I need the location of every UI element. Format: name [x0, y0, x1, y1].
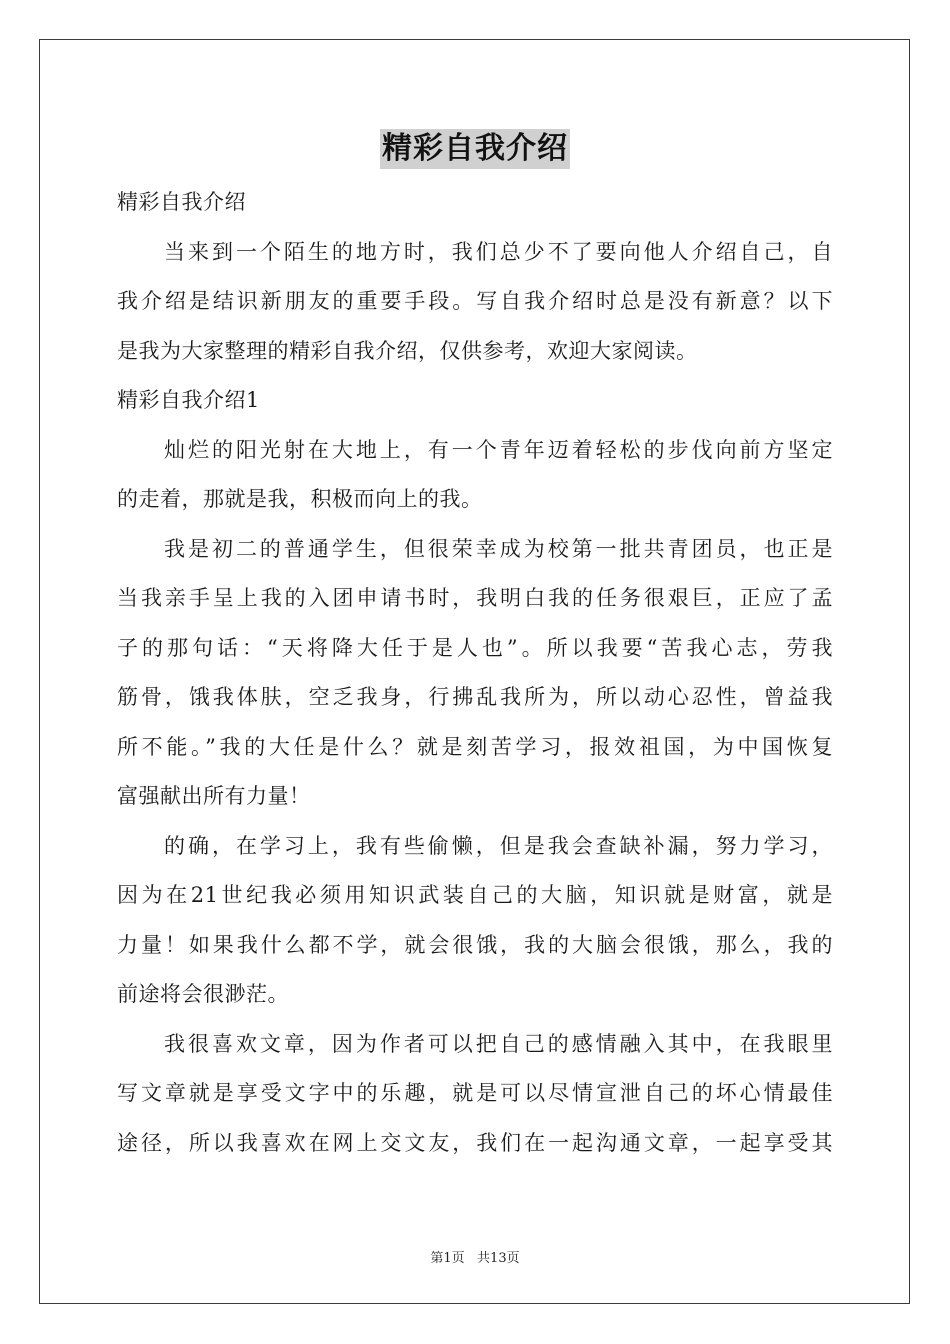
text-line: 所不能。”我的大任是什么？就是刻苦学习，报效祖国，为中国恢复 [117, 734, 833, 759]
text-line: 是我为大家整理的精彩自我介绍，仅供参考，欢迎大家阅读。 [117, 338, 698, 363]
text-line: 我是初二的普通学生，但很荣幸成为校第一批共青团员，也正是 [164, 536, 833, 561]
text-line: 写文章就是享受文字中的乐趣，就是可以尽情宣泄自己的坏心情最佳 [117, 1081, 833, 1105]
text-line: 因为在21世纪我必须用知识武装自己的大脑，知识就是财富，就是 [117, 883, 833, 907]
document-body [117, 178, 833, 1168]
text-line: 力量！如果我什么都不学，就会很饿，我的大脑会很饿，那么，我的 [117, 932, 833, 957]
text-line: 子的那句话：“天将降大任于是人也”。所以我要“苦我心志，劳我 [117, 635, 833, 660]
text-line: 我很喜欢文章，因为作者可以把自己的感情融入其中，在我眼里 [164, 1031, 833, 1056]
document-title [0, 128, 950, 169]
text-line: 的走着，那就是我，积极而向上的我。 [117, 487, 483, 511]
text-line: 我介绍是结识新朋友的重要手段。写自我介绍时总是没有新意？以下 [117, 289, 833, 313]
document-title-text: 精彩自我介绍 [380, 129, 570, 169]
page-footer: 第1页 共13页 [430, 1251, 520, 1266]
text-line: 灿烂的阳光射在大地上，有一个青年迈着轻松的步伐向前方坚定 [164, 437, 833, 462]
text-line: 筋骨，饿我体肤，空乏我身，行拂乱我所为，所以动心忍性，曾益我 [117, 685, 833, 709]
text-line: 当来到一个陌生的地方时，我们总少不了要向他人介绍自己，自 [164, 239, 833, 264]
text-line: 途径，所以我喜欢在网上交文友，我们在一起沟通文章，一起享受其 [117, 1130, 833, 1155]
text-line: 精彩自我介绍 [117, 190, 246, 214]
text-line: 当我亲手呈上我的入团申请书时，我明白我的任务很艰巨，正应了孟 [117, 586, 833, 610]
text-line: 精彩自我介绍1 [117, 388, 260, 412]
text-line: 的确，在学习上，我有些偷懒，但是我会查缺补漏，努力学习， [164, 833, 833, 858]
text-line: 前途将会很渺茫。 [117, 982, 289, 1006]
text-line: 富强献出所有力量！ [117, 784, 311, 808]
